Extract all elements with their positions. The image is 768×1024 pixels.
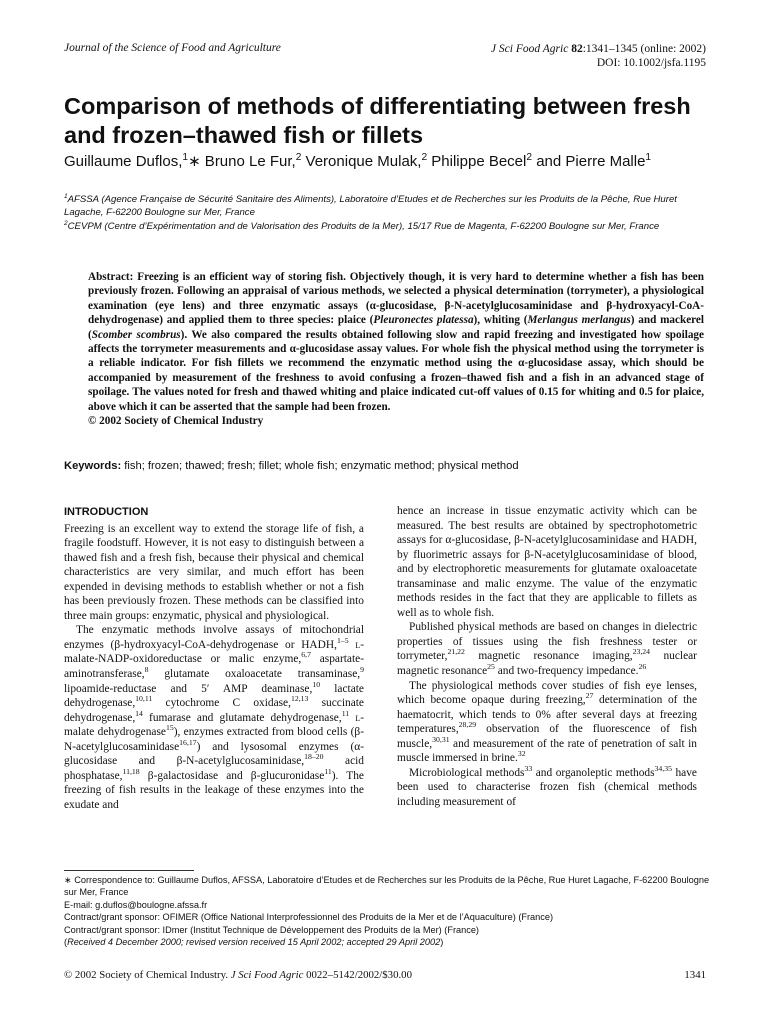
citation-line [491, 42, 706, 56]
author-5: and Pierre Malle$^1$ [532, 152, 652, 170]
author-list [64, 152, 714, 171]
journal-name: Journal of the Science of Food and Agriculture [64, 42, 281, 54]
intro-paragraph-1: Freezing is an excellent way to extend the storage life of fish, a fragile foodstuff. However, it is not easy to distinguish between a thawed fish and a fresh fish, because their physical and chemical characteristics are very similar, and much effort has been expended in devising methods to establish whether or not a fish has been previously frozen. These methods can be classified into three main groups: enzymatic, physical and physiological. [64, 522, 364, 622]
footer-copyright: © 2002 Society of Chemical Industry. J Sci Food Agric 0022–5142/2002/$30.00 [64, 969, 412, 981]
author-1: Guillaume Duflos,$^1$∗ [64, 152, 201, 170]
author-2: Bruno Le Fur,$^2$ [200, 152, 302, 170]
abstract-copyright: © 2002 Society of Chemical Industry [88, 415, 264, 428]
footnote-rule [64, 870, 194, 871]
affiliations [64, 193, 704, 234]
keywords-text: fish; frozen; thawed; fresh; fillet; whole fish; enzymatic method; physical method [121, 460, 519, 472]
keywords [64, 460, 714, 472]
column-right [397, 504, 697, 809]
citation-volume: 82 [571, 43, 583, 55]
doi: DOI: 10.1002/jsfa.1195 [596, 57, 706, 69]
author-3: Veronique Mulak,$^2$ [301, 152, 428, 170]
affiliation-2: $^2$CEVPM (Centre d’Expérimentation and de Valorisation des Produits de la Mer), 15/17 Rue de Magenta, F-62200 Boulogne sur Mer, France [64, 219, 660, 232]
grant-sponsor-1: Contract/grant sponsor: OFIMER (Office National Interprofessionnel des Produits de la Mer et de l’Aquaculture) (France) [64, 912, 554, 923]
citation-pages: :1341–1345 (online: 2002) [582, 43, 706, 55]
author-4: Philippe Becel$^2$ [427, 152, 533, 170]
affiliation-1: $^1$AFSSA (Agence Française de Sécurité Sanitaire des Aliments), Laboratoire d’Etudes et de Recherches sur les Produits de la Pêche, Rue Huret Lagache, F-62200 Boulogne sur Mer, France [64, 192, 677, 218]
paper-title: Comparison of methods of differentiating between fresh and frozen–thawed fish or fillets [64, 93, 691, 148]
intro-paragraph-2: The enzymatic methods involve assays of mitochondrial enzymes (β-hydroxyacyl-CoA-dehydrogenase or HADH,$^{1-5}$ l-malate-NADP-oxidoreductase or malic enzyme,$^{6,7}$ aspartate-aminotransferase,$^8$ glutamate oxaloacetate transaminase,$^9$ lipoamide-reductase and 5′ AMP deaminase,$^{10}$ lactate dehydrogenase,$^{10,11}$ cytochrome C oxidase,$^{12,13}$ succinate dehydrogenase,$^{14}$ fumarase and glutamate dehydrogenase,$^{11}$ l-malate dehydrogenase$^{15}$), enzymes extracted from blood cells (β-N-acetylglucosaminidase$^{16,17}$) and lysosomal enzymes (α-glucosidase and β-N-acetylglucosaminidase,$^{18-20}$ acid phosphatase,$^{11,18}$ β-galactosidase and β-glucuronidase$^{11}$). The freezing of fish results in the leakage of these enzymes into the exudate and [64, 624, 364, 811]
intro-paragraph-4: Published physical methods are based on changes in dielectric properties of tissues using the fish freshness tester or torrymeter,$^{21,22}$ magnetic resonance imaging,$^{23,24}$ nuclear magnetic resonance$^{25}$ and two-frequency impedance.$^{26}$ [397, 621, 697, 678]
footnotes [64, 874, 714, 948]
citation-journal: J Sci Food Agric [490, 43, 569, 55]
email-note[interactable]: E-mail: g.duflos@boulogne.afssa.fr [64, 899, 208, 910]
column-left [64, 505, 364, 812]
citation-block [491, 42, 706, 70]
keywords-label: Keywords: [64, 460, 122, 472]
abstract: Abstract: Freezing is an efficient way of storing fish. Objectively though, it is very hard to determine whether a fish has been previously frozen. Following an appraisal of various methods, we selected a physical determination (torrymeter), a physiological examination (eye lens) and three enzymatic assays (α-glucosidase, β-N-acetylglucosaminidase and β-hydroxyacyl-CoA-dehydrogenase) and applied them to three species: plaice (Pleuronectes platessa), whiting (Merlangus merlangus) and mackerel (Scomber scombrus). We also compared the results obtained following slow and rapid freezing and investigated how spoilage affects the torrymeter measurements and α-glucosidase assay values. For whole fish the physical method using the torrymeter is a reliable indicator. For fish fillets we recommend the enzymatic method using the α-glucosidase assay, which should be accompanied by measurement of the freshness to avoid confusing a frozen–thawed fish and a fish in an advanced stage of spoilage. The values noted for fresh and thawed whiting and plaice indicated cut-off values of 0.15 for whiting and 0.5 for plaice, above which it can be asserted that the sample had been frozen. © 2002 Society of Chemical Industry [88, 271, 704, 428]
grant-sponsor-2: Contract/grant sponsor: IDmer (Institut Technique de Développement des Produits de la Mer) (France) [64, 924, 479, 935]
correspondence-note: ∗ Correspondence to: Guillaume Duflos, AFSSA, Laboratoire d’Etudes et de Recherches sur les Produits de la Pêche, Rue Huret Lagache, F-62200 Boulogne sur Mer, France [64, 875, 710, 898]
section-heading: INTRODUCTION [64, 506, 149, 518]
intro-paragraph-3: hence an increase in tissue enzymatic activity which can be measured. The best results are obtained by spectrophotometric assays for α-glucosidase, β-N-acetylglucosaminidase and HADH, by fluorimetric assays for β-N-acetylglucosaminidase of blood, and by electrophoretic measurements for glutamate oxaloacetate transaminase and malic enzyme. The value of the enzymatic methods resides in the fact that they are applicable to fillets as well as to whole fish. [397, 505, 697, 619]
intro-paragraph-5: The physiological methods cover studies of fish eye lenses, which become opaque during freezing,$^{27}$ determination of the haematocrit, which tends to 0% after several days at freezing temperatures,$^{28,29}$ observation of the fluorescence of fish muscle,$^{30,31}$ and measurement of the rate of penetration of salt in muscle immersed in brine.$^{32}$ [397, 679, 697, 765]
intro-paragraph-6: Microbiological methods$^{33}$ and organoleptic methods$^{34,35}$ have been used to characterise frozen fish (chemical methods including measurement of [397, 764, 697, 808]
received-dates: (Received 4 December 2000; revised version received 15 April 2002; accepted 29 April 2002) [64, 937, 444, 948]
page-number: 1341 [684, 969, 706, 981]
